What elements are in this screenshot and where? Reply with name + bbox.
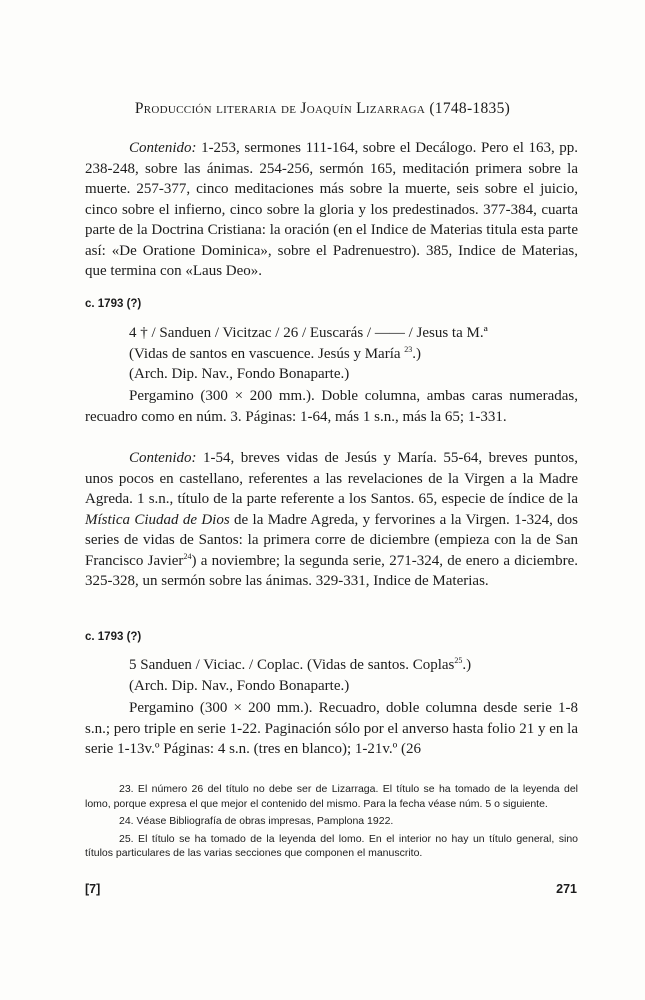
entry-archive: (Arch. Dip. Nav., Fondo Bonaparte.) — [129, 366, 350, 382]
entry-4-contenido: Contenido: 1-54, breves vidas de Jesús y María. 55-64, breves puntos, unos pocos en castellano, referentes a las revelaciones de la Virgen a la Madre Agreda. 1 s.n., título de la parte referente a los Santos. 65, especie de índice de la Mística Ciudad de Dios de la Madre Agreda, y fervorines a la Virgen. 1-324, dos series de vidas de Santos: la primera corre de diciembre (empieza con la de San Francisco Javier$^{24}$) a noviembre; la segunda serie, 271-324, de enero a diciembre. 325-328, un sermón sobre las ánimas. 329-331, Indice de Materias. — [85, 450, 579, 589]
entry-title: 4 † / Sanduen / Vicitzac / 26 / Euscarás / —— / Jesus ta M.ª — [129, 325, 488, 341]
contenido-label: Contenido: — [129, 450, 197, 466]
entry-physical: Pergamino (300 × 200 mm.). Doble columna, ambas caras numeradas, recuadro como en núm. 3. Páginas: 1-64, más 1 s.n., más la 65; 1-331. — [85, 388, 578, 425]
entry-physical: Pergamino (300 × 200 mm.). Recuadro, doble columna desde serie 1-8 s.n.; pero triple en serie 1-22. Paginación sólo por el anverso hasta folio 21 y en la serie 1-13v.º Páginas: 4 s.n. (tres en blanco); 1-21v.º (26 — [85, 700, 578, 757]
entry-date: c. 1793 (?) — [85, 298, 142, 310]
footnote-ref: 24 — [183, 551, 192, 561]
entry-4: 4 † / Sanduen / Vicitzac / 26 / Euscarás / —— / Jesus ta M.ª (Vidas de santos en vascuence. Jesús y María $^{23}$.) (Arch. Dip. Nav., Fondo Bonaparte.) — [85, 323, 578, 385]
running-head-dates: (1748-1835) — [429, 100, 511, 117]
footnote: 25. El título se ha tomado de la leyenda del lomo. En el interior no hay un título general, sino títulos particulares de las varias secciones que componen el manuscrito. — [85, 832, 578, 859]
entry-date: c. 1793 (?) — [85, 631, 142, 643]
entry-5: 5 Sanduen / Viciac. / Coplac. (Vidas de santos. Coplas$^{25}$.) (Arch. Dip. Nav., Fondo Bonaparte.) — [85, 655, 578, 696]
entry-title: 5 Sanduen / Viciac. / Coplac. (Vidas de santos. Coplas — [129, 657, 455, 673]
running-head — [0, 100, 645, 118]
footnote: 23. El número 26 del título no debe ser de Lizarraga. El título se ha tomado de la leyenda del lomo, porque expresa el que mejor el contenido del mismo. Para la fecha véase núm. 5 o siguiente. — [85, 783, 578, 810]
footnote: 24. Véase Bibliografía de obras impresas, Pamplona 1922. — [119, 815, 394, 827]
intro-contenido — [85, 138, 578, 282]
contenido-label: Contenido: — [129, 140, 197, 156]
entry-5-physical — [85, 698, 578, 760]
contenido-text: 1-253, sermones 111-164, sobre el Decálogo. Pero el 163, pp. 238-248, sobre las ánimas. 254-256, sermón 165, meditación primera sobre la muerte. 257-377, cinco meditaciones más sobre la muerte, seis sobre el juicio, cinco sobre el infierno, cinco sobre la gloria y los predestinados. 377-384, cuarta parte de la Doctrina Cristiana: la oración (en el Indice de Materias titula esta parte así: «De Oratione Dominica», sobre el Padrenuestro). 385, Indice de Materias, que termina con «Laus Deo». — [85, 140, 578, 279]
footnote-ref: 23 — [404, 344, 413, 354]
entry-archive: (Arch. Dip. Nav., Fondo Bonaparte.) — [129, 677, 350, 694]
folio-left: [7] — [85, 882, 101, 896]
italic-title: Mística Ciudad de Dios — [85, 511, 230, 528]
running-head-title: Producción literaria de Joaquín Lizarraga — [134, 100, 426, 117]
page-number: 271 — [556, 882, 577, 896]
entry-subtitle: (Vidas de santos en vascuence. Jesús y María — [129, 345, 401, 362]
footnote-ref: 25 — [454, 656, 463, 665]
footnotes — [85, 782, 578, 864]
entry-4-physical — [85, 386, 578, 427]
